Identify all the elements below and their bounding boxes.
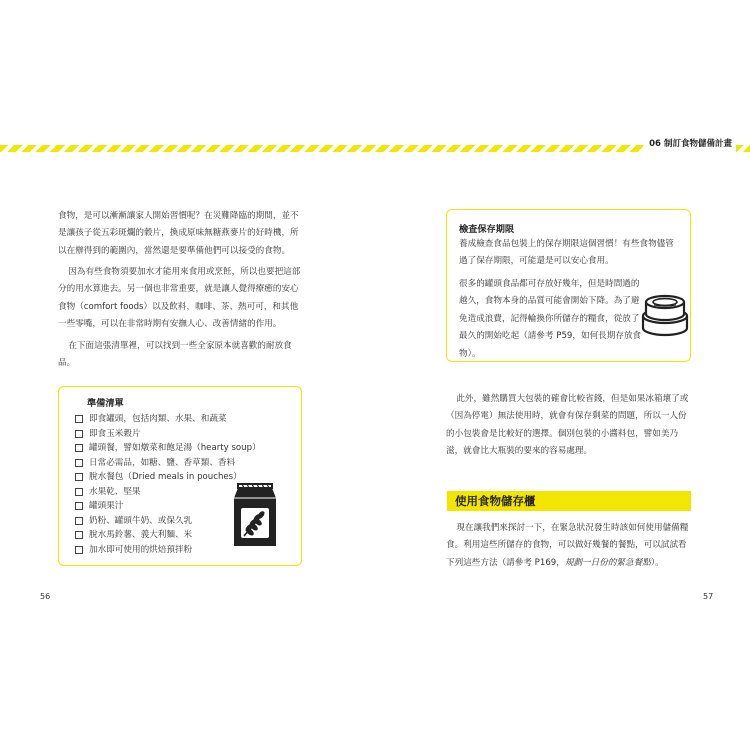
expiry-box-paragraph-2: 很多的罐頭食品都可存放好幾年，但是時間過的越久，食物本身的品質可能會開始下降。為了避免造成浪費，記得輪換你所儲存的糧食，從放了最久的開始吃起（請參考 P59，如何長期存放食物）。: [459, 279, 642, 359]
left-paragraph-2-text: 因為有些食物須要加水才能用來食用或烹飪，所以也要把這部分的用水算進去。另一個也非常重要，就是讓人覺得療癒的安心食物（comfort foods）以及飲料，咖啡、茶、熱可可，和其他一些零嘴，可以在非常時期有安撫人心、改善情緒的作用。: [58, 267, 301, 330]
page-number-right: 57: [703, 592, 714, 601]
reference-title: 規劃一日份的緊急餐點: [564, 557, 651, 568]
checklist-item: 即食玉米穀片: [75, 427, 261, 442]
left-paragraph-1: [58, 208, 304, 260]
chapter-number: 06: [649, 139, 661, 149]
left-paragraph-2: [58, 264, 304, 334]
checkbox-icon[interactable]: [75, 488, 83, 496]
stacked-cans-icon: [640, 292, 690, 338]
left-paragraph-1-text: 食物，是可以漸漸讓家人開始習慣呢？在災難降臨的期間，並不是讓孩子從五彩斑爛的穀片，換成原味無糖燕麥片的好時機，所以在辦得到的範圍內，當然還是要準備他們可以接受的食物。: [58, 211, 299, 256]
right-paragraph-2: 現在讓我們來探討一下，在緊急狀況發生時該如何使用儲備糧食。利用這些所儲存的食物，可以做好幾餐的餐點，可以試試看下列這些方法（請參考 P169，規劃一日份的緊急餐點）。: [446, 523, 689, 568]
checkbox-icon[interactable]: [75, 502, 83, 510]
checklist-item: 罐頭果汁: [75, 499, 261, 514]
checkbox-icon[interactable]: [75, 430, 83, 438]
grain-bag-icon: [230, 482, 280, 548]
left-paragraph-3-text: 在下面這張清單裡，可以找到一些全家原本就喜歡的耐放食品。: [58, 341, 292, 369]
expiry-box: [446, 209, 691, 362]
checklist-item: 水果乾、堅果: [75, 485, 261, 500]
checklist-item: 罐頭餐，譬如燉菜和飽足湯（hearty soup）: [75, 441, 261, 456]
page-number-left: 56: [40, 592, 51, 601]
chapter-title: 制訂食物儲備計畫: [663, 139, 732, 149]
left-paragraph-3: [58, 338, 304, 373]
checklist-item: 脫水馬鈴薯、義大利麵、米: [75, 528, 261, 543]
checklist-item: 日常必需品，如糖、鹽、香草類、香料: [75, 456, 261, 471]
chapter-header: [643, 136, 736, 152]
checklist-item: 奶粉、罐頭牛奶、或保久乳: [75, 514, 261, 529]
checklist-item: 即食罐頭，包括肉類、水果、和蔬菜: [75, 412, 261, 427]
section-heading-food-storage: 使用食物儲存櫃: [447, 491, 691, 511]
header-stripe: [0, 145, 750, 152]
checkbox-icon[interactable]: [75, 459, 83, 467]
expiry-box-title: 檢查保存期限: [459, 224, 515, 235]
checkbox-icon[interactable]: [75, 444, 83, 452]
right-paragraph-1: 此外，雖然購買大包裝的確會比較省錢，但是如果冰箱壞了或（因為停電）無法使用時，就會有保存剩菜的問題，所以一人份的小包裝會是比較好的選擇。個別包裝的小醬料包，譬如美乃滋，就會比大瓶裝的要來的容易處理。: [446, 394, 689, 457]
checkbox-icon[interactable]: [75, 473, 83, 481]
checklist-title: 準備清單: [87, 398, 124, 409]
checkbox-icon[interactable]: [75, 415, 83, 423]
checklist-box: [58, 386, 302, 566]
expiry-box-paragraph-1: 養成檢查食品包裝上的保存期限這個習慣！有些食物儘管過了保存期限，可能還是可以安心食用。: [459, 239, 674, 267]
checkbox-icon[interactable]: [75, 531, 83, 539]
checkbox-icon[interactable]: [75, 517, 83, 525]
checklist-item: 脫水餐包（Dried meals in pouches）: [75, 470, 261, 485]
checkbox-icon[interactable]: [75, 546, 83, 554]
checklist-item: 加水即可使用的烘焙預拌粉: [75, 543, 261, 558]
